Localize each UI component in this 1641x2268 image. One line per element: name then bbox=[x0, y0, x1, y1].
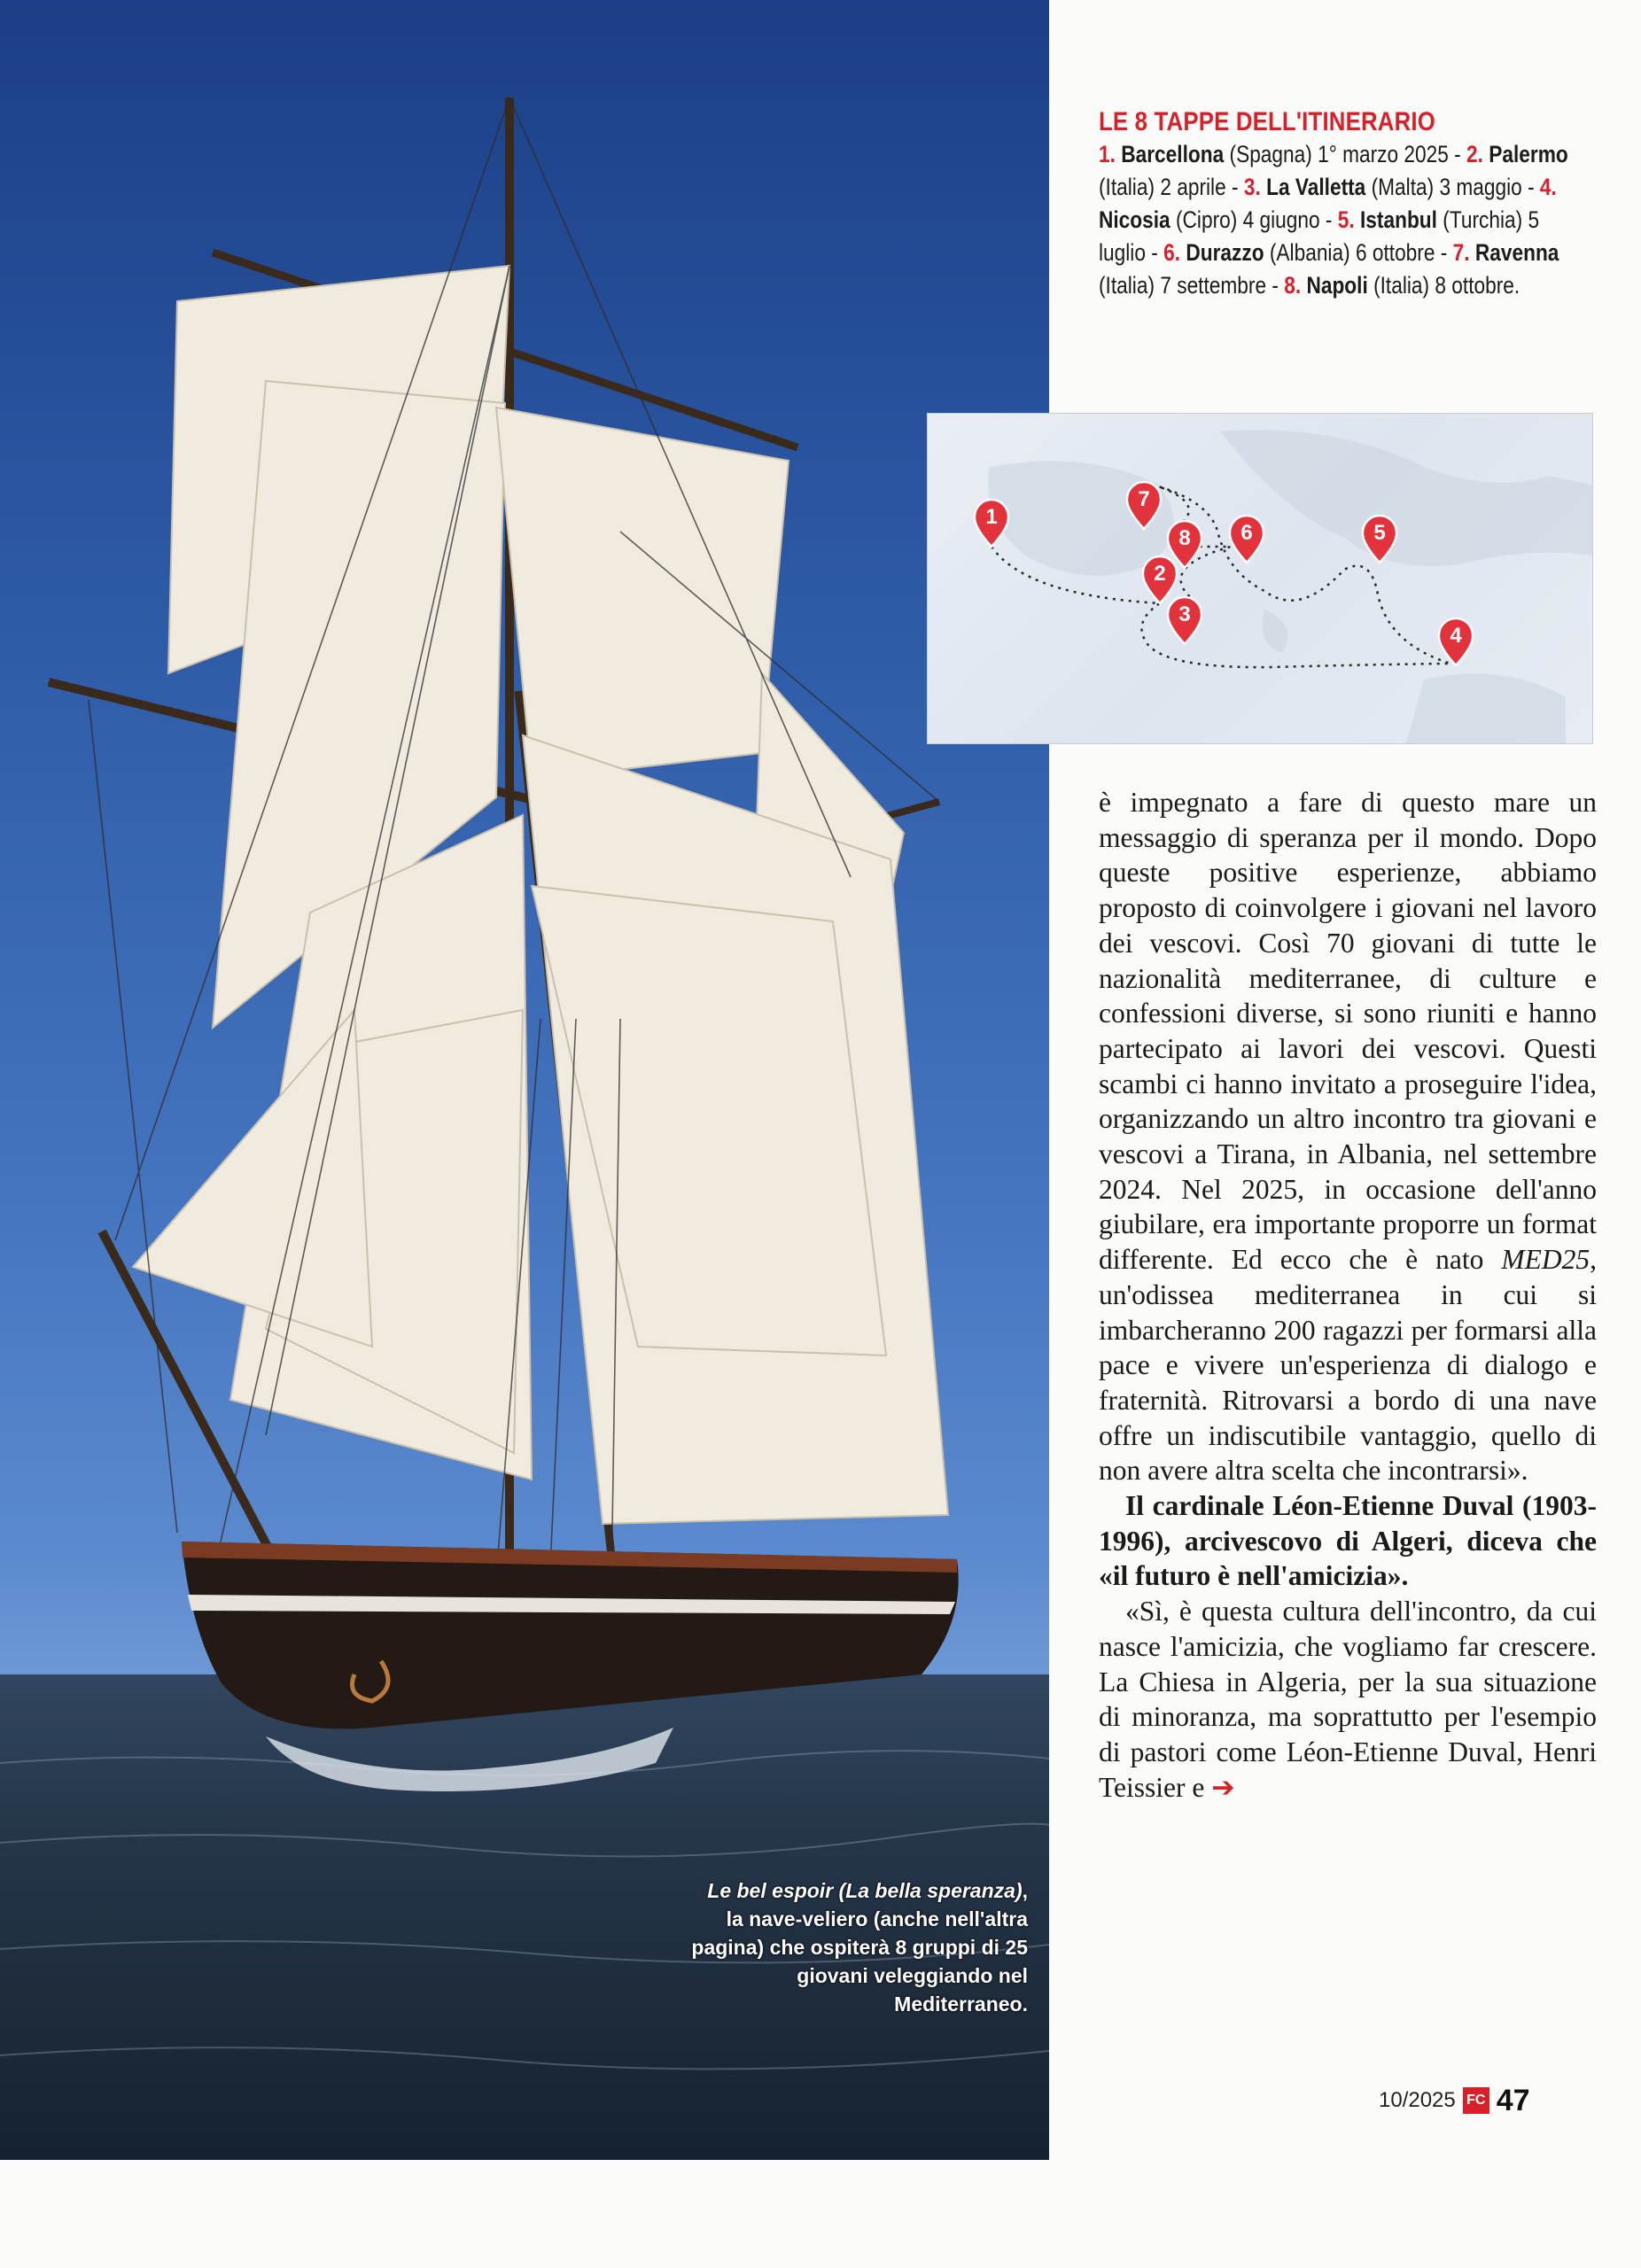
itinerary-stop bbox=[1099, 141, 1466, 167]
stop-number: 6. bbox=[1163, 239, 1181, 266]
paragraph bbox=[1099, 785, 1597, 1488]
itinerary-title: LE 8 TAPPE DELL'ITINERARIO bbox=[1099, 107, 1435, 136]
stop-number: 3. bbox=[1243, 174, 1261, 200]
stop-number: 8. bbox=[1284, 272, 1302, 299]
article-column bbox=[1099, 785, 1597, 1806]
stop-number: 7. bbox=[1452, 239, 1470, 266]
stop-number: 1. bbox=[1099, 141, 1116, 167]
interview-question: Il cardinale Léon-Etienne Duval (1903-1996), arcivescovo di Algeri, diceva che «il futuro è nell'amicizia». bbox=[1099, 1490, 1597, 1592]
project-name: MED25 bbox=[1501, 1244, 1590, 1276]
stop-detail: (Italia) 7 settembre - bbox=[1099, 272, 1285, 299]
issue-number: 10/2025 bbox=[1379, 2088, 1456, 2112]
stop-detail: (Albania) 6 ottobre - bbox=[1264, 239, 1453, 266]
stop-number: 2. bbox=[1466, 141, 1483, 167]
stop-city: Barcellona bbox=[1121, 141, 1225, 167]
map-marker-label: 4 bbox=[1450, 624, 1462, 648]
stop-city: Napoli bbox=[1306, 272, 1368, 299]
magazine-logo: FC bbox=[1463, 2087, 1489, 2114]
stop-detail: (Cipro) 4 giugno - bbox=[1170, 206, 1338, 233]
paragraph-text: «Sì, è questa cultura dell'incontro, da cui nasce l'amicizia, che vogliamo far crescere. La Chiesa in Algeria, per la sua situazione di minoranza, ma soprattutto per l'esempio di pastori come Léon-Etienne Duval, Henri Teissier e bbox=[1099, 1596, 1597, 1803]
map-marker-1 bbox=[975, 500, 1008, 547]
itinerary-stop bbox=[1244, 174, 1540, 200]
stop-number: 5. bbox=[1337, 206, 1355, 233]
paragraph bbox=[1099, 1594, 1597, 1806]
itinerary-stop bbox=[1163, 239, 1453, 266]
page-footer bbox=[1379, 2085, 1530, 2117]
stop-detail: (Italia) 2 aprile - bbox=[1099, 174, 1244, 200]
stop-detail: (Italia) 8 ottobre. bbox=[1367, 272, 1520, 299]
itinerary-box bbox=[1099, 106, 1595, 302]
map-marker-label: 7 bbox=[1138, 487, 1150, 511]
itinerary-map bbox=[927, 413, 1593, 744]
stop-number: 4. bbox=[1539, 174, 1557, 200]
stop-city: Palermo bbox=[1489, 141, 1568, 167]
stop-city: La Valletta bbox=[1266, 174, 1366, 200]
stop-city: Nicosia bbox=[1099, 206, 1170, 233]
paragraph-text: , un'odissea mediterranea in cui si imbarcheranno 200 ragazzi per formarsi alla pace e vivere un'esperienza di dialogo e fraternità. Ritrovarsi a bordo di una nave offre un indiscutibile vantaggio, quello di non avere altra scelta che incontrarsi». bbox=[1099, 1244, 1597, 1487]
stop-city: Durazzo bbox=[1186, 239, 1264, 266]
stop-detail: (Malta) 3 maggio - bbox=[1365, 174, 1540, 200]
map-marker-6 bbox=[1230, 516, 1264, 563]
stop-detail: (Spagna) 1° marzo 2025 - bbox=[1224, 141, 1467, 167]
continue-arrow-icon: ➔ bbox=[1211, 1771, 1235, 1804]
caption-ship-name: Le bel espoir (La bella speranza) bbox=[707, 1879, 1023, 1902]
map-marker-label: 5 bbox=[1373, 521, 1386, 545]
map-marker-label: 8 bbox=[1178, 526, 1191, 550]
page-number: 47 bbox=[1496, 2083, 1530, 2117]
route-map bbox=[928, 414, 1592, 743]
stop-city: Ravenna bbox=[1474, 239, 1559, 266]
stop-detail: (Turchia) 5 luglio - bbox=[1099, 206, 1540, 266]
photo-caption bbox=[691, 1876, 1028, 2018]
map-marker-4 bbox=[1439, 618, 1473, 665]
map-marker-label: 6 bbox=[1240, 521, 1253, 545]
paragraph-text: è impegnato a fare di questo mare un messaggio di speranza per il mondo. Dopo queste positive esperienze, abbiamo proposto di coinvolgere i giovani nel lavoro dei vescovi. Così 70 giovani di tutte le nazionalità mediterranee, di culture e confessioni diverse, si sono riuniti e hanno partecipato ai lavori dei vescovi. Questi scambi ci hanno invitato a proseguire l'idea, organizzando un altro incontro tra giovani e vescovi a Tirana, in Albania, nel settembre 2024. Nel 2025, in occasione dell'anno giubilare, era importante proporre un format differente. Ed ecco che è nato bbox=[1099, 787, 1597, 1276]
map-marker-3 bbox=[1168, 597, 1202, 644]
map-marker-label: 2 bbox=[1154, 562, 1166, 586]
itinerary-list bbox=[1099, 138, 1590, 302]
map-marker-label: 1 bbox=[985, 505, 998, 529]
itinerary-stop bbox=[1284, 272, 1520, 299]
map-marker-label: 3 bbox=[1178, 602, 1191, 626]
map-marker-2 bbox=[1143, 556, 1177, 603]
stop-city: Istanbul bbox=[1360, 206, 1437, 233]
caption-text: , la nave-veliero (anche nell'altra pagina) che ospiterà 8 gruppi di 25 giovani veleggiando nel Mediterraneo. bbox=[691, 1879, 1028, 2016]
